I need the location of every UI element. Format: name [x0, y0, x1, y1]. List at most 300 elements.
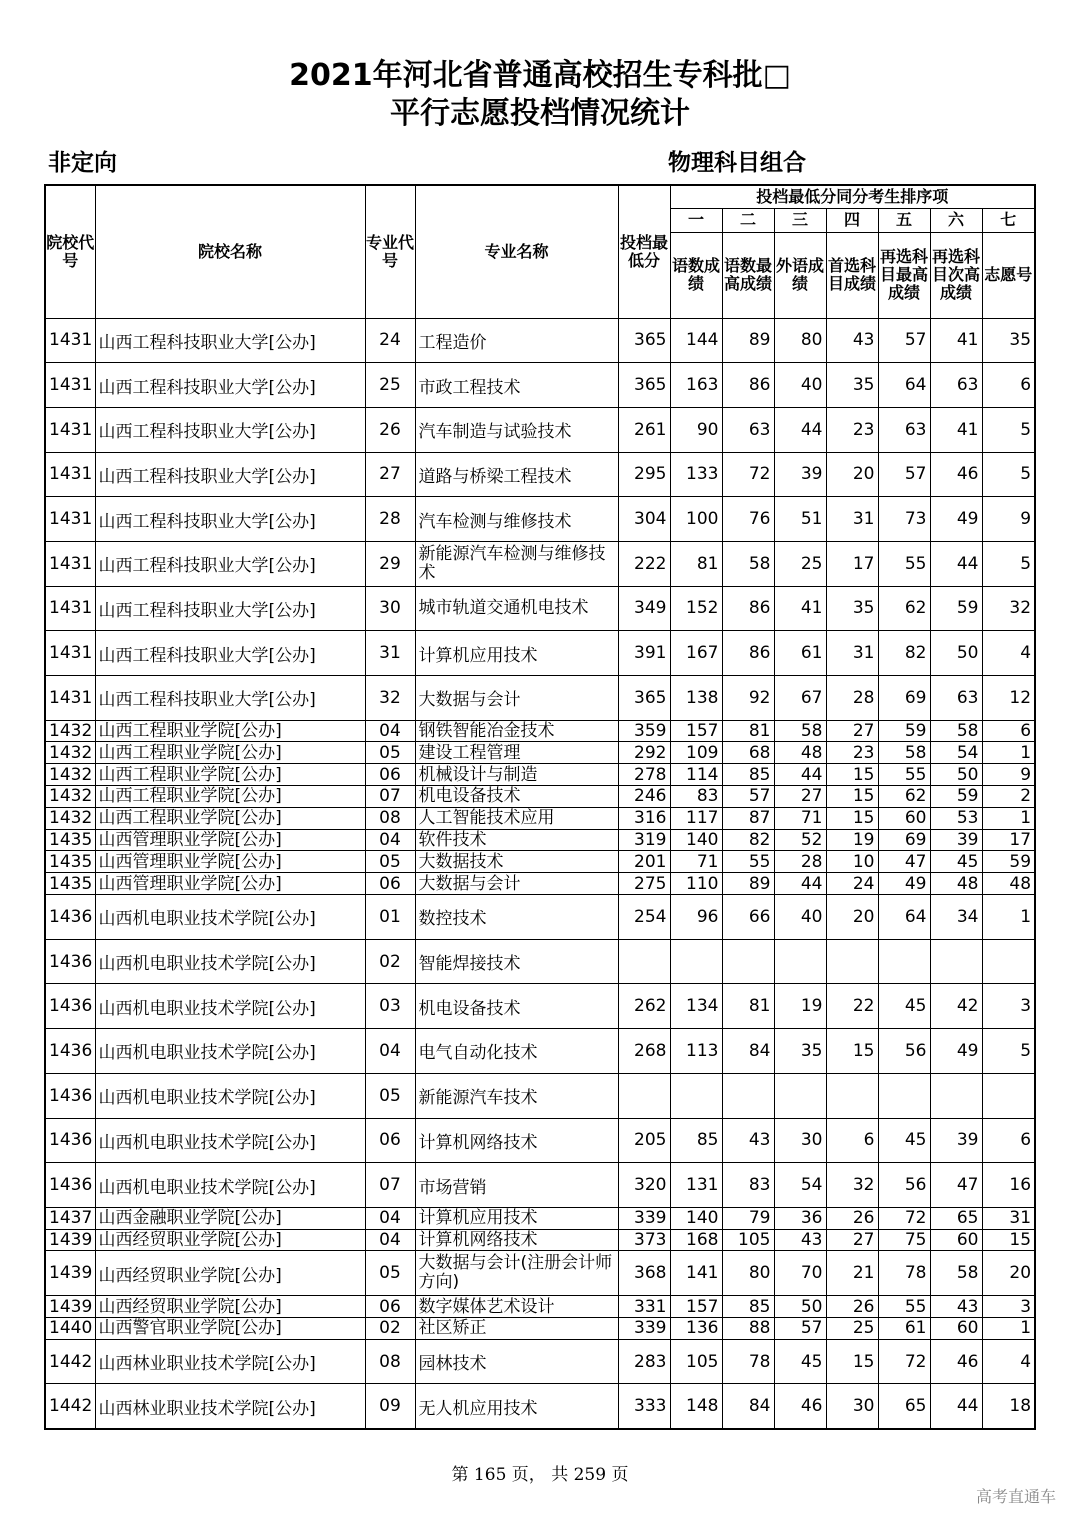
tie-value-cell: 24	[826, 873, 878, 895]
major-name-cell: 工程造价	[415, 318, 618, 363]
tie-value-cell: 63	[722, 407, 774, 452]
major-name-cell: 大数据技术	[415, 851, 618, 873]
admission-table	[44, 184, 1036, 1430]
tie-value-cell: 22	[826, 984, 878, 1029]
major-name-cell: 社区矫正	[415, 1317, 618, 1339]
tie-value-cell: 61	[878, 1317, 930, 1339]
min-score-cell: 254	[618, 895, 670, 940]
tie-value-cell	[722, 939, 774, 984]
major-code-cell: 04	[365, 829, 415, 851]
major-name-cell: 机电设备技术	[415, 984, 618, 1029]
tie-value-cell: 167	[670, 631, 722, 676]
header-major-name: 专业名称	[415, 185, 618, 318]
major-name-cell: 新能源汽车技术	[415, 1073, 618, 1118]
tie-value-cell: 31	[982, 1207, 1035, 1229]
tie-value-cell: 35	[826, 586, 878, 631]
school-name-cell: 山西工程职业学院[公办]	[95, 807, 365, 829]
table-row	[45, 1207, 1035, 1229]
table-row	[45, 720, 1035, 742]
table-row	[45, 586, 1035, 631]
major-name-cell: 建设工程管理	[415, 742, 618, 764]
school-name-cell: 山西工程科技职业大学[公办]	[95, 541, 365, 586]
school-code-cell: 1436	[45, 1073, 95, 1118]
tie-value-cell: 85	[722, 1296, 774, 1318]
tie-value-cell: 55	[878, 1296, 930, 1318]
school-name-cell: 山西机电职业技术学院[公办]	[95, 1073, 365, 1118]
header-rank-7: 七	[982, 208, 1035, 232]
table-row	[45, 1296, 1035, 1318]
tie-value-cell: 83	[670, 786, 722, 808]
tie-value-cell: 55	[722, 851, 774, 873]
tie-value-cell: 43	[774, 1229, 826, 1251]
tie-value-cell: 15	[982, 1229, 1035, 1251]
tie-value-cell: 15	[826, 1029, 878, 1074]
school-code-cell: 1435	[45, 873, 95, 895]
tie-value-cell: 17	[982, 829, 1035, 851]
header-major-code: 专业代号	[365, 185, 415, 318]
tie-value-cell: 45	[774, 1339, 826, 1384]
major-name-cell: 城市轨道交通机电技术	[415, 586, 618, 631]
school-name-cell: 山西工程科技职业大学[公办]	[95, 586, 365, 631]
school-code-cell: 1436	[45, 1029, 95, 1074]
tie-value-cell: 15	[826, 764, 878, 786]
school-name-cell: 山西金融职业学院[公办]	[95, 1207, 365, 1229]
school-name-cell: 山西机电职业技术学院[公办]	[95, 939, 365, 984]
tie-value-cell: 46	[774, 1384, 826, 1429]
header-school-name: 院校名称	[95, 185, 365, 318]
tie-value-cell: 44	[774, 873, 826, 895]
major-code-cell: 04	[365, 720, 415, 742]
tie-value-cell: 26	[826, 1207, 878, 1229]
school-name-cell: 山西工程职业学院[公办]	[95, 742, 365, 764]
tie-value-cell: 57	[722, 786, 774, 808]
tie-value-cell: 46	[930, 1339, 982, 1384]
tie-value-cell: 62	[878, 786, 930, 808]
tie-value-cell: 23	[826, 742, 878, 764]
tie-value-cell: 57	[878, 452, 930, 497]
tie-value-cell: 40	[774, 895, 826, 940]
school-name-cell: 山西管理职业学院[公办]	[95, 851, 365, 873]
major-code-cell: 06	[365, 873, 415, 895]
tie-value-cell: 5	[982, 541, 1035, 586]
school-name-cell: 山西机电职业技术学院[公办]	[95, 984, 365, 1029]
tie-value-cell: 78	[878, 1251, 930, 1296]
school-name-cell: 山西机电职业技术学院[公办]	[95, 1029, 365, 1074]
major-code-cell: 05	[365, 851, 415, 873]
tie-value-cell: 40	[774, 363, 826, 408]
tie-value-cell: 59	[930, 786, 982, 808]
tie-value-cell: 57	[878, 318, 930, 363]
min-score-cell: 365	[618, 676, 670, 721]
tie-value-cell: 72	[878, 1339, 930, 1384]
min-score-cell: 283	[618, 1339, 670, 1384]
tie-value-cell: 5	[982, 1029, 1035, 1074]
school-code-cell: 1436	[45, 1163, 95, 1208]
table-row	[45, 1029, 1035, 1074]
tie-value-cell: 66	[722, 895, 774, 940]
tie-value-cell: 59	[982, 851, 1035, 873]
tie-value-cell: 62	[878, 586, 930, 631]
tie-value-cell: 57	[774, 1317, 826, 1339]
school-code-cell: 1436	[45, 1118, 95, 1163]
tie-value-cell	[982, 1073, 1035, 1118]
subject-combo-label: 物理科目组合	[668, 150, 806, 176]
tie-value-cell: 44	[774, 764, 826, 786]
tie-value-cell: 89	[722, 873, 774, 895]
tie-value-cell: 50	[930, 764, 982, 786]
school-name-cell: 山西工程科技职业大学[公办]	[95, 676, 365, 721]
header-rank-2: 二	[722, 208, 774, 232]
major-name-cell: 机电设备技术	[415, 786, 618, 808]
tie-value-cell: 20	[826, 452, 878, 497]
tie-value-cell	[878, 1073, 930, 1118]
min-score-cell: 331	[618, 1296, 670, 1318]
major-name-cell: 计算机网络技术	[415, 1229, 618, 1251]
tie-value-cell: 89	[722, 318, 774, 363]
school-name-cell: 山西经贸职业学院[公办]	[95, 1229, 365, 1251]
major-name-cell: 汽车检测与维修技术	[415, 497, 618, 542]
table-row	[45, 1317, 1035, 1339]
major-name-cell: 智能焊接技术	[415, 939, 618, 984]
tie-value-cell: 5	[982, 452, 1035, 497]
school-name-cell: 山西经贸职业学院[公办]	[95, 1251, 365, 1296]
tie-value-cell: 6	[982, 720, 1035, 742]
school-name-cell: 山西警官职业学院[公办]	[95, 1317, 365, 1339]
tie-value-cell: 63	[930, 363, 982, 408]
tie-value-cell: 53	[930, 807, 982, 829]
major-code-cell: 05	[365, 1251, 415, 1296]
school-name-cell: 山西工程科技职业大学[公办]	[95, 318, 365, 363]
table-row	[45, 631, 1035, 676]
tie-value-cell: 141	[670, 1251, 722, 1296]
tie-value-cell: 60	[878, 807, 930, 829]
major-code-cell: 04	[365, 1207, 415, 1229]
major-name-cell: 无人机应用技术	[415, 1384, 618, 1429]
table-row	[45, 807, 1035, 829]
tie-value-cell: 30	[826, 1384, 878, 1429]
tie-value-cell: 28	[826, 676, 878, 721]
tie-value-cell: 113	[670, 1029, 722, 1074]
tie-value-cell: 87	[722, 807, 774, 829]
tie-value-cell: 32	[982, 586, 1035, 631]
table-row	[45, 1229, 1035, 1251]
min-score-cell: 320	[618, 1163, 670, 1208]
min-score-cell: 339	[618, 1207, 670, 1229]
tie-value-cell: 9	[982, 497, 1035, 542]
tie-value-cell	[982, 939, 1035, 984]
min-score-cell: 246	[618, 786, 670, 808]
min-score-cell: 339	[618, 1317, 670, 1339]
tie-value-cell: 35	[826, 363, 878, 408]
min-score-cell: 222	[618, 541, 670, 586]
tie-value-cell: 44	[774, 407, 826, 452]
major-name-cell: 计算机网络技术	[415, 1118, 618, 1163]
header-tie-group: 投档最低分同分考生排序项	[670, 185, 1035, 208]
tie-value-cell: 15	[826, 786, 878, 808]
major-code-cell: 05	[365, 742, 415, 764]
tie-value-cell: 83	[722, 1163, 774, 1208]
tie-value-cell: 43	[826, 318, 878, 363]
major-code-cell: 28	[365, 497, 415, 542]
major-name-cell: 道路与桥梁工程技术	[415, 452, 618, 497]
tie-value-cell: 4	[982, 631, 1035, 676]
tie-value-cell: 55	[878, 764, 930, 786]
tie-value-cell: 71	[774, 807, 826, 829]
tie-value-cell: 4	[982, 1339, 1035, 1384]
school-code-cell: 1431	[45, 363, 95, 408]
tie-value-cell: 60	[930, 1317, 982, 1339]
major-name-cell: 园林技术	[415, 1339, 618, 1384]
table-row	[45, 1163, 1035, 1208]
tie-value-cell: 43	[722, 1118, 774, 1163]
table-row	[45, 1339, 1035, 1384]
major-code-cell: 02	[365, 1317, 415, 1339]
school-code-cell: 1439	[45, 1229, 95, 1251]
tie-value-cell: 144	[670, 318, 722, 363]
school-code-cell: 1431	[45, 631, 95, 676]
tie-value-cell: 60	[930, 1229, 982, 1251]
school-code-cell: 1436	[45, 895, 95, 940]
tie-value-cell: 58	[930, 720, 982, 742]
tie-value-cell: 58	[722, 541, 774, 586]
min-score-cell: 278	[618, 764, 670, 786]
header-tie-item: 首选科目成绩	[826, 232, 878, 318]
school-name-cell: 山西工程职业学院[公办]	[95, 786, 365, 808]
tie-value-cell: 25	[826, 1317, 878, 1339]
tie-value-cell	[670, 939, 722, 984]
tie-value-cell: 168	[670, 1229, 722, 1251]
tie-value-cell: 54	[774, 1163, 826, 1208]
table-row	[45, 895, 1035, 940]
header-tie-item: 外语成绩	[774, 232, 826, 318]
tie-value-cell: 110	[670, 873, 722, 895]
tie-value-cell: 131	[670, 1163, 722, 1208]
min-score-cell	[618, 1073, 670, 1118]
school-code-cell: 1442	[45, 1339, 95, 1384]
tie-value-cell: 81	[670, 541, 722, 586]
tie-value-cell: 140	[670, 1207, 722, 1229]
tie-value-cell: 49	[930, 1029, 982, 1074]
major-name-cell: 计算机应用技术	[415, 1207, 618, 1229]
tie-value-cell: 39	[774, 452, 826, 497]
min-score-cell: 275	[618, 873, 670, 895]
tie-value-cell: 88	[722, 1317, 774, 1339]
tie-value-cell: 6	[982, 1118, 1035, 1163]
tie-value-cell: 64	[878, 363, 930, 408]
tie-value-cell: 1	[982, 1317, 1035, 1339]
table-row	[45, 873, 1035, 895]
tie-value-cell: 20	[826, 895, 878, 940]
min-score-cell: 304	[618, 497, 670, 542]
tie-value-cell: 47	[878, 851, 930, 873]
tie-value-cell: 52	[774, 829, 826, 851]
header-rank-3: 三	[774, 208, 826, 232]
major-name-cell: 数字媒体艺术设计	[415, 1296, 618, 1318]
tie-value-cell: 76	[722, 497, 774, 542]
major-code-cell: 01	[365, 895, 415, 940]
school-name-cell: 山西工程职业学院[公办]	[95, 764, 365, 786]
major-code-cell: 06	[365, 764, 415, 786]
tie-value-cell: 105	[722, 1229, 774, 1251]
tie-value-cell: 27	[774, 786, 826, 808]
header-rank-5: 五	[878, 208, 930, 232]
table-row	[45, 407, 1035, 452]
school-name-cell: 山西工程科技职业大学[公办]	[95, 452, 365, 497]
school-code-cell: 1431	[45, 541, 95, 586]
tie-value-cell: 86	[722, 363, 774, 408]
table-row	[45, 786, 1035, 808]
min-score-cell: 295	[618, 452, 670, 497]
tie-value-cell: 51	[774, 497, 826, 542]
tie-value-cell: 27	[826, 720, 878, 742]
major-code-cell: 08	[365, 807, 415, 829]
school-name-cell: 山西工程科技职业大学[公办]	[95, 497, 365, 542]
min-score-cell: 261	[618, 407, 670, 452]
tie-value-cell: 28	[774, 851, 826, 873]
tie-value-cell: 19	[826, 829, 878, 851]
tie-value-cell: 54	[930, 742, 982, 764]
school-name-cell: 山西机电职业技术学院[公办]	[95, 1163, 365, 1208]
table-row	[45, 1118, 1035, 1163]
school-name-cell: 山西林业职业技术学院[公办]	[95, 1339, 365, 1384]
header-tie-item: 再选科目最高成绩	[878, 232, 930, 318]
tie-value-cell: 80	[774, 318, 826, 363]
tie-value-cell: 18	[982, 1384, 1035, 1429]
major-code-cell: 06	[365, 1296, 415, 1318]
min-score-cell: 368	[618, 1251, 670, 1296]
tie-value-cell	[878, 939, 930, 984]
tie-value-cell: 43	[930, 1296, 982, 1318]
tie-value-cell: 82	[878, 631, 930, 676]
tie-value-cell: 50	[930, 631, 982, 676]
major-name-cell: 数控技术	[415, 895, 618, 940]
major-name-cell: 电气自动化技术	[415, 1029, 618, 1074]
tie-value-cell: 134	[670, 984, 722, 1029]
tie-value-cell: 138	[670, 676, 722, 721]
table-row	[45, 829, 1035, 851]
tie-value-cell: 42	[930, 984, 982, 1029]
tie-value-cell: 84	[722, 1029, 774, 1074]
school-code-cell: 1440	[45, 1317, 95, 1339]
school-code-cell: 1432	[45, 742, 95, 764]
page-title: 2021年河北省普通高校招生专科批□	[289, 58, 791, 93]
major-code-cell: 04	[365, 1029, 415, 1074]
tie-value-cell: 63	[930, 676, 982, 721]
school-code-cell: 1439	[45, 1296, 95, 1318]
tie-value-cell: 140	[670, 829, 722, 851]
major-code-cell: 03	[365, 984, 415, 1029]
tie-value-cell: 48	[774, 742, 826, 764]
tie-value-cell: 61	[774, 631, 826, 676]
tie-value-cell: 75	[878, 1229, 930, 1251]
tie-value-cell: 109	[670, 742, 722, 764]
tie-value-cell: 85	[722, 764, 774, 786]
major-name-cell: 市场营销	[415, 1163, 618, 1208]
school-code-cell: 1437	[45, 1207, 95, 1229]
table-row	[45, 939, 1035, 984]
tie-value-cell: 82	[722, 829, 774, 851]
tie-value-cell: 73	[878, 497, 930, 542]
tie-value-cell: 12	[982, 676, 1035, 721]
tie-value-cell: 79	[722, 1207, 774, 1229]
tie-value-cell: 133	[670, 452, 722, 497]
tie-value-cell: 163	[670, 363, 722, 408]
major-name-cell: 汽车制造与试验技术	[415, 407, 618, 452]
major-code-cell: 07	[365, 786, 415, 808]
major-code-cell: 08	[365, 1339, 415, 1384]
tie-value-cell: 17	[826, 541, 878, 586]
header-tie-item: 语数成绩	[670, 232, 722, 318]
min-score-cell: 365	[618, 318, 670, 363]
tie-value-cell: 21	[826, 1251, 878, 1296]
school-name-cell: 山西管理职业学院[公办]	[95, 829, 365, 851]
tie-value-cell: 44	[930, 541, 982, 586]
tie-value-cell: 71	[670, 851, 722, 873]
major-name-cell: 新能源汽车检测与维修技术	[415, 541, 618, 586]
school-name-cell: 山西经贸职业学院[公办]	[95, 1296, 365, 1318]
tie-value-cell	[722, 1073, 774, 1118]
tie-value-cell: 100	[670, 497, 722, 542]
tie-value-cell	[774, 939, 826, 984]
table-row	[45, 851, 1035, 873]
tie-value-cell: 45	[878, 1118, 930, 1163]
tie-value-cell	[930, 939, 982, 984]
tie-value-cell: 148	[670, 1384, 722, 1429]
tie-value-cell: 84	[722, 1384, 774, 1429]
major-name-cell: 大数据与会计	[415, 676, 618, 721]
tie-value-cell: 47	[930, 1163, 982, 1208]
tie-value-cell: 59	[878, 720, 930, 742]
tie-value-cell: 117	[670, 807, 722, 829]
tie-value-cell: 1	[982, 895, 1035, 940]
watermark: 高考直通车	[975, 1487, 1056, 1506]
major-code-cell: 24	[365, 318, 415, 363]
tie-value-cell: 114	[670, 764, 722, 786]
school-name-cell: 山西工程科技职业大学[公办]	[95, 363, 365, 408]
tie-value-cell: 16	[982, 1163, 1035, 1208]
tie-value-cell: 86	[722, 631, 774, 676]
school-code-cell: 1442	[45, 1384, 95, 1429]
tie-value-cell: 50	[774, 1296, 826, 1318]
school-code-cell: 1431	[45, 407, 95, 452]
tie-value-cell: 105	[670, 1339, 722, 1384]
tie-value-cell: 41	[774, 586, 826, 631]
tie-value-cell: 46	[930, 452, 982, 497]
min-score-cell: 316	[618, 807, 670, 829]
tie-value-cell: 58	[878, 742, 930, 764]
major-code-cell: 02	[365, 939, 415, 984]
tie-value-cell: 26	[826, 1296, 878, 1318]
tie-value-cell: 36	[774, 1207, 826, 1229]
min-score-cell: 391	[618, 631, 670, 676]
tie-value-cell: 20	[982, 1251, 1035, 1296]
table-row	[45, 318, 1035, 363]
major-code-cell: 26	[365, 407, 415, 452]
school-code-cell: 1436	[45, 984, 95, 1029]
tie-value-cell: 1	[982, 742, 1035, 764]
tie-value-cell: 27	[826, 1229, 878, 1251]
tie-value-cell: 157	[670, 720, 722, 742]
major-name-cell: 大数据与会计	[415, 873, 618, 895]
tie-value-cell: 49	[930, 497, 982, 542]
header-school-code: 院校代号	[45, 185, 95, 318]
tie-value-cell: 35	[774, 1029, 826, 1074]
tie-value-cell: 48	[930, 873, 982, 895]
tie-value-cell: 30	[774, 1118, 826, 1163]
tie-value-cell: 72	[722, 452, 774, 497]
tie-value-cell: 70	[774, 1251, 826, 1296]
tie-value-cell: 39	[930, 829, 982, 851]
